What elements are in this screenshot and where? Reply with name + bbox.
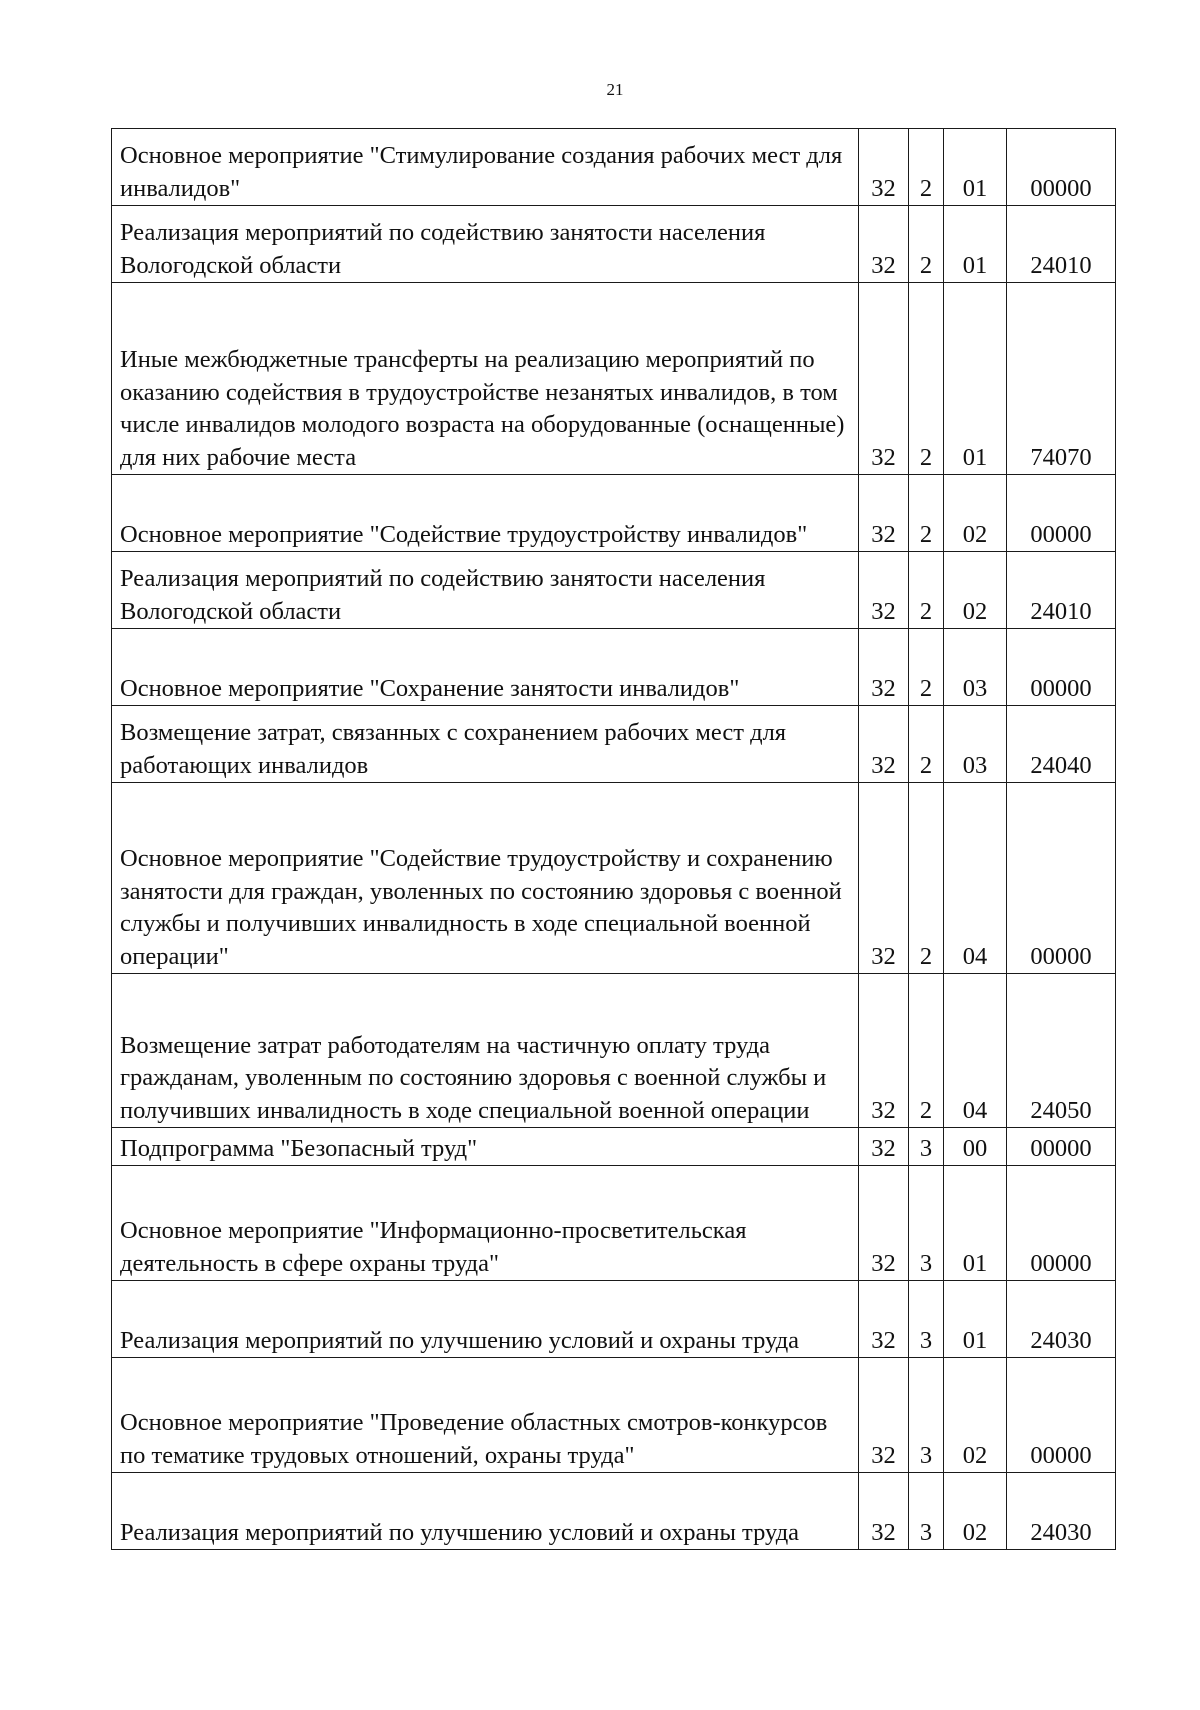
direction-code: 24010 <box>1007 206 1116 283</box>
event-code: 04 <box>944 974 1007 1128</box>
row-name: Реализация мероприятий по улучшению условий и охраны труда <box>112 1473 859 1550</box>
subprogram-code: 2 <box>909 552 944 629</box>
subprogram-code: 3 <box>909 1166 944 1281</box>
program-code: 32 <box>859 783 909 974</box>
table-row <box>112 1281 1116 1358</box>
direction-code: 24050 <box>1007 974 1116 1128</box>
direction-code: 24030 <box>1007 1281 1116 1358</box>
program-code: 32 <box>859 629 909 706</box>
direction-code: 00000 <box>1007 129 1116 206</box>
table-row <box>112 629 1116 706</box>
table-row <box>112 206 1116 283</box>
event-code: 01 <box>944 283 1007 475</box>
table-row <box>112 283 1116 475</box>
subprogram-code: 2 <box>909 974 944 1128</box>
event-code: 01 <box>944 206 1007 283</box>
event-code: 02 <box>944 552 1007 629</box>
row-name: Реализация мероприятий по улучшению условий и охраны труда <box>112 1281 859 1358</box>
event-code: 04 <box>944 783 1007 974</box>
event-code: 02 <box>944 1358 1007 1473</box>
table-row <box>112 1358 1116 1473</box>
direction-code: 24010 <box>1007 552 1116 629</box>
row-name: Возмещение затрат работодателям на частичную оплату труда гражданам, уволенным по состоянию здоровья с военной службы и получивших инвалидность в ходе специальной военной операции <box>112 974 859 1128</box>
subprogram-code: 2 <box>909 206 944 283</box>
event-code: 02 <box>944 475 1007 552</box>
subprogram-code: 3 <box>909 1128 944 1166</box>
table-row <box>112 475 1116 552</box>
table-row <box>112 552 1116 629</box>
program-code: 32 <box>859 1281 909 1358</box>
direction-code: 24030 <box>1007 1473 1116 1550</box>
row-name: Основное мероприятие "Содействие трудоустройству и сохранению занятости для граждан, уволенных по состоянию здоровья с военной службы и получивших инвалидность в ходе специальной военной операции" <box>112 783 859 974</box>
direction-code: 74070 <box>1007 283 1116 475</box>
program-code: 32 <box>859 129 909 206</box>
subprogram-code: 2 <box>909 129 944 206</box>
program-code: 32 <box>859 1128 909 1166</box>
row-name: Основное мероприятие "Сохранение занятости инвалидов" <box>112 629 859 706</box>
subprogram-code: 3 <box>909 1358 944 1473</box>
table-row <box>112 1473 1116 1550</box>
subprogram-code: 2 <box>909 283 944 475</box>
event-code: 03 <box>944 706 1007 783</box>
subprogram-code: 3 <box>909 1281 944 1358</box>
direction-code: 00000 <box>1007 1128 1116 1166</box>
event-code: 01 <box>944 1166 1007 1281</box>
row-name: Реализация мероприятий по содействию занятости населения Вологодской области <box>112 552 859 629</box>
event-code: 01 <box>944 129 1007 206</box>
direction-code: 00000 <box>1007 1166 1116 1281</box>
direction-code: 24040 <box>1007 706 1116 783</box>
program-code: 32 <box>859 1473 909 1550</box>
direction-code: 00000 <box>1007 475 1116 552</box>
direction-code: 00000 <box>1007 1358 1116 1473</box>
row-name: Основное мероприятие "Стимулирование создания рабочих мест для инвалидов" <box>112 129 859 206</box>
row-name: Реализация мероприятий по содействию занятости населения Вологодской области <box>112 206 859 283</box>
direction-code: 00000 <box>1007 783 1116 974</box>
row-name: Основное мероприятие "Проведение областных смотров-конкурсов по тематике трудовых отношений, охраны труда" <box>112 1358 859 1473</box>
program-code: 32 <box>859 706 909 783</box>
program-code: 32 <box>859 283 909 475</box>
row-name: Подпрограмма "Безопасный труд" <box>112 1128 859 1166</box>
table-row <box>112 974 1116 1128</box>
event-code: 00 <box>944 1128 1007 1166</box>
budget-classification-table <box>111 128 1116 1550</box>
table-row <box>112 706 1116 783</box>
table-row <box>112 1128 1116 1166</box>
direction-code: 00000 <box>1007 629 1116 706</box>
event-code: 01 <box>944 1281 1007 1358</box>
subprogram-code: 2 <box>909 629 944 706</box>
program-code: 32 <box>859 974 909 1128</box>
program-code: 32 <box>859 552 909 629</box>
subprogram-code: 2 <box>909 783 944 974</box>
table-row <box>112 129 1116 206</box>
row-name: Иные межбюджетные трансферты на реализацию мероприятий по оказанию содействия в трудоустройстве незанятых инвалидов, в том числе инвалидов молодого возраста на оборудованные (оснащенные) для них рабочие места <box>112 283 859 475</box>
program-code: 32 <box>859 475 909 552</box>
table-row <box>112 783 1116 974</box>
event-code: 02 <box>944 1473 1007 1550</box>
program-code: 32 <box>859 1358 909 1473</box>
subprogram-code: 2 <box>909 475 944 552</box>
page-number: 21 <box>606 80 624 99</box>
row-name: Основное мероприятие "Содействие трудоустройству инвалидов" <box>112 475 859 552</box>
subprogram-code: 2 <box>909 706 944 783</box>
program-code: 32 <box>859 1166 909 1281</box>
event-code: 03 <box>944 629 1007 706</box>
program-code: 32 <box>859 206 909 283</box>
row-name: Возмещение затрат, связанных с сохранением рабочих мест для работающих инвалидов <box>112 706 859 783</box>
row-name: Основное мероприятие "Информационно-просветительская деятельность в сфере охраны труда" <box>112 1166 859 1281</box>
subprogram-code: 3 <box>909 1473 944 1550</box>
table-row <box>112 1166 1116 1281</box>
